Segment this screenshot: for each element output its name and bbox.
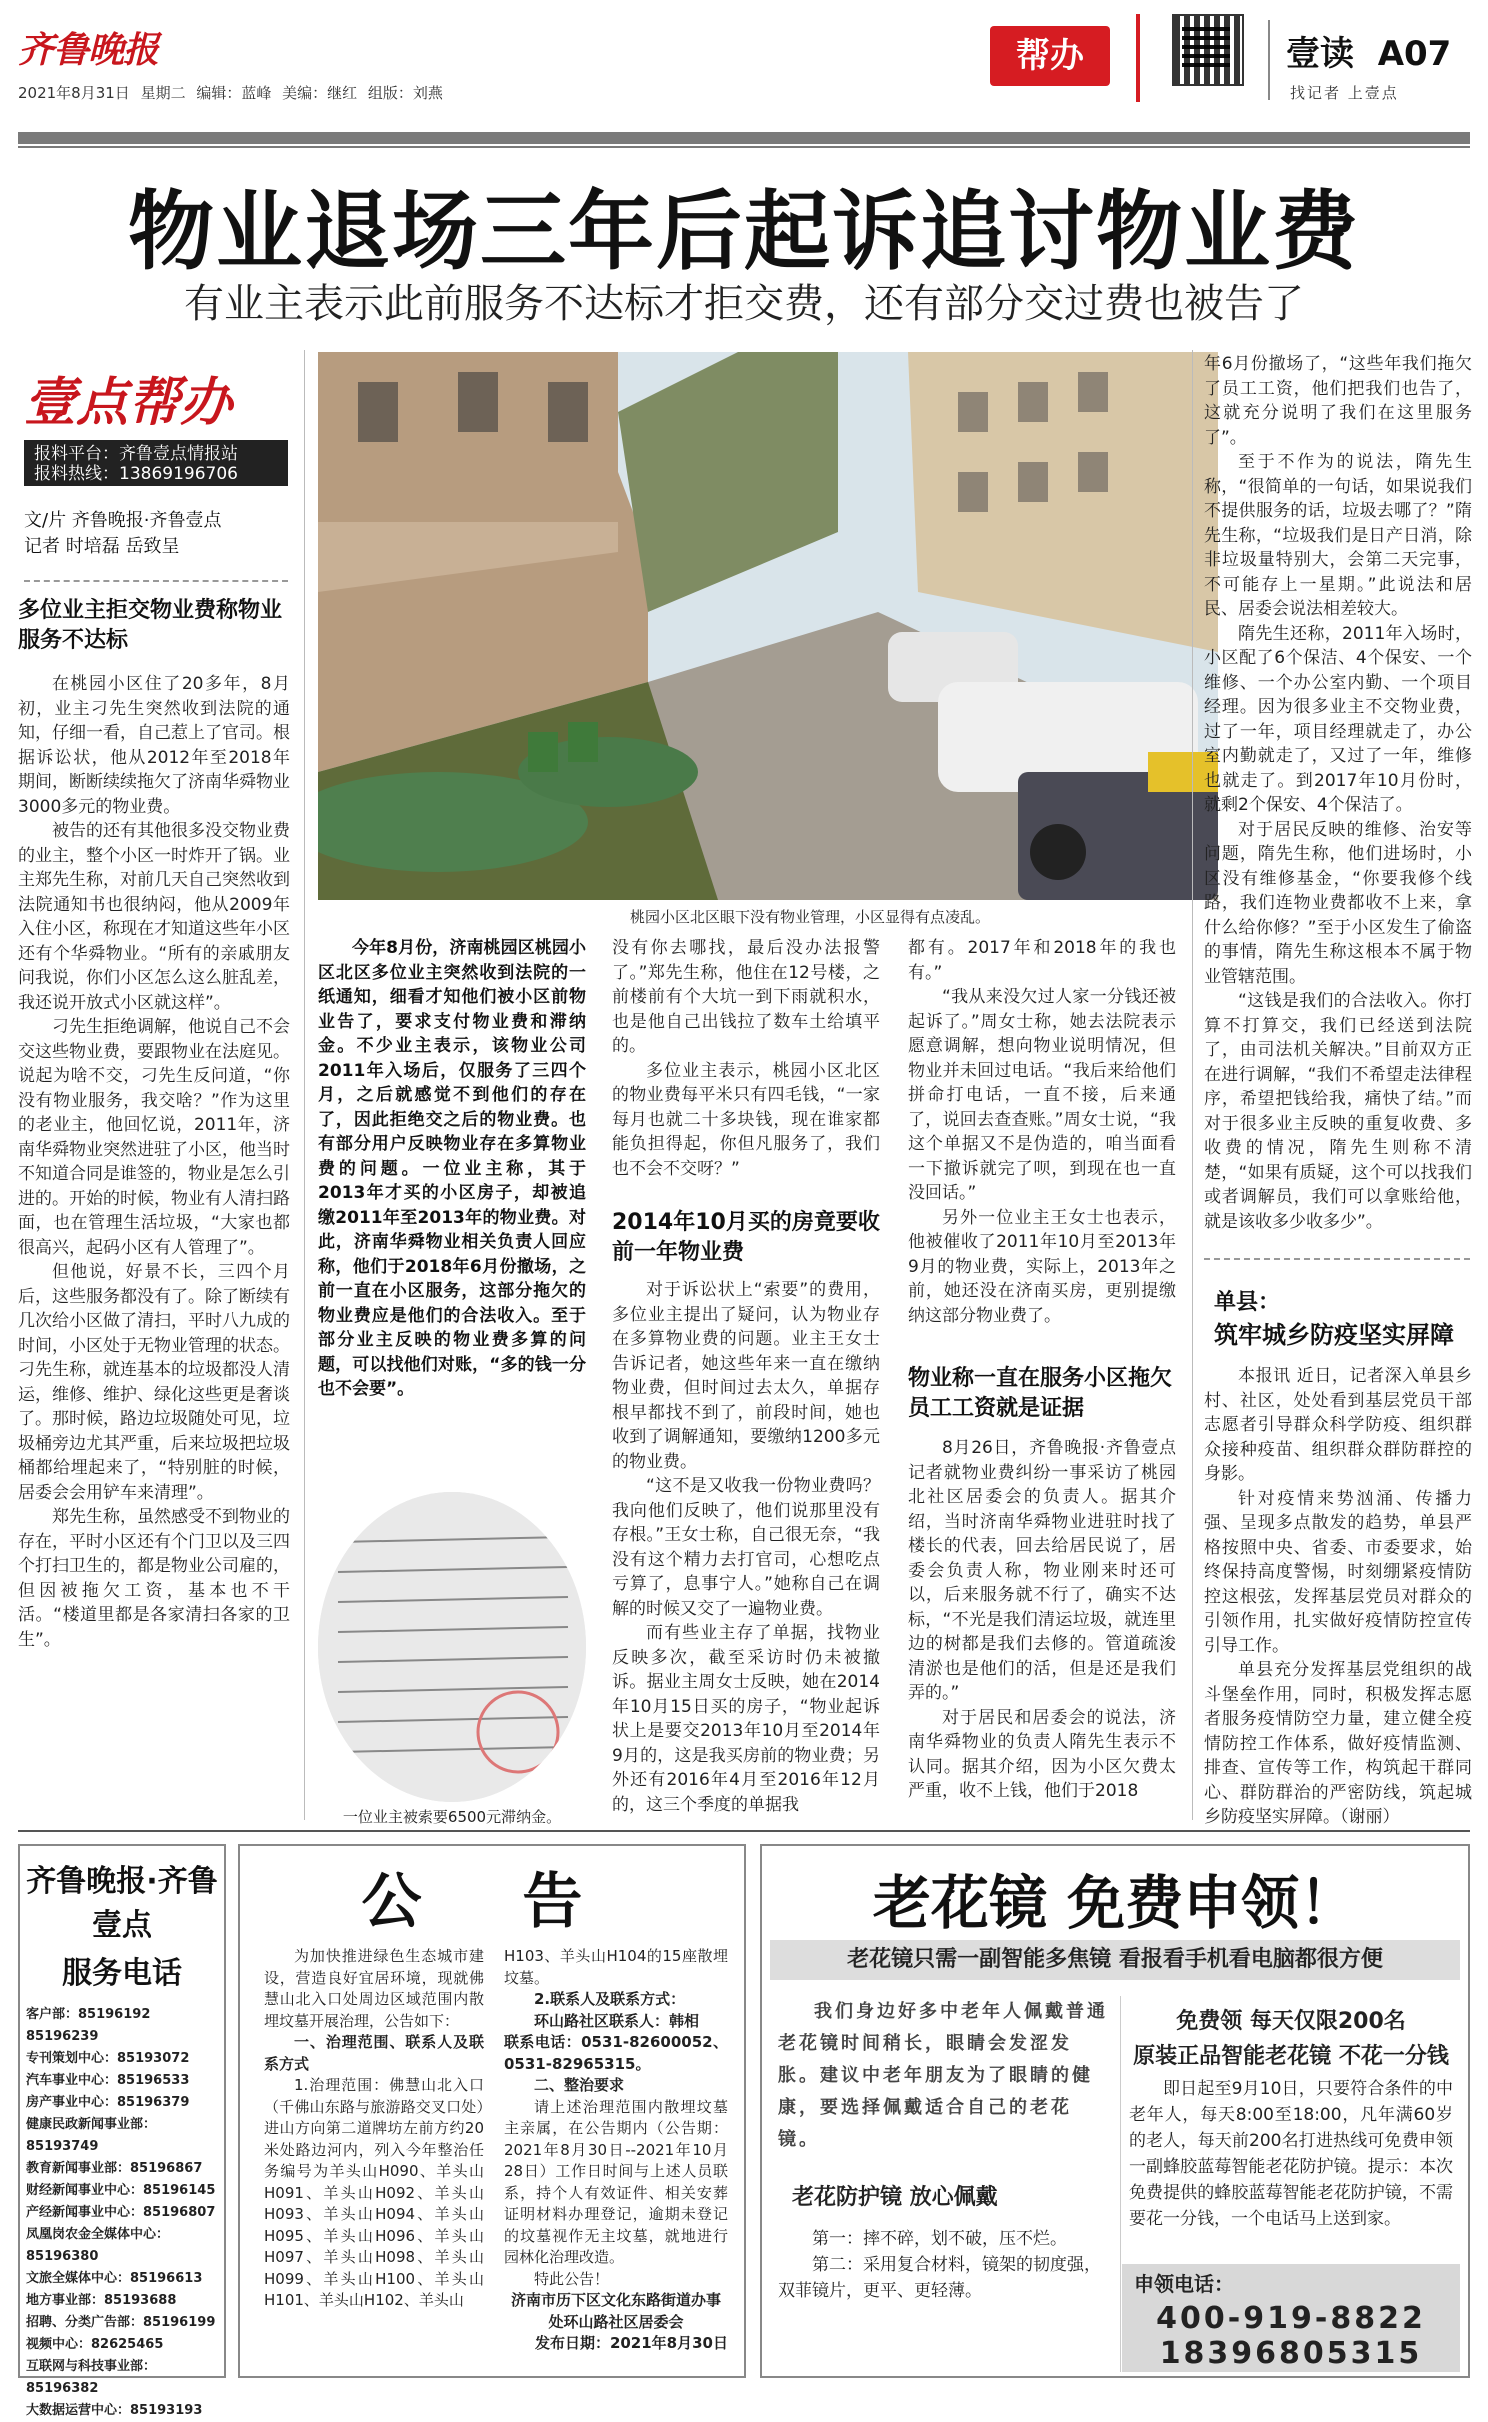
column-5-body: 年6月份撤场了，“这些年我们拖欠了员工工资，他们把我们也告了，这就充分说明了我们在这里服务了”。 至于不作为的说法，隋先生称，“很简单的一句话，如果说我们不提供服务的话，垃圾去哪了？”隋先生称，“垃圾我们是日产日消，除非垃圾量特别大，会第二天完事，不可能存上一星期。”此说法和居民、居委会说法相差较大。 隋先生还称，2011年入场时，小区配了6个保洁、4个保安、一个维修、一个办公室内勤、一个项目经理。因为很多业主不交物业费，过了一年，项目经理就走了，办公室内勤就走了，又过了一年，维修也就走了。到2017年10月份时，就剩2个保安、4个保洁了。 对于居民反映的维修、治安等问题，隋先生称，他们进场时，小区没有维修基金，“你要我修个线路，我们连物业费都收不上来，拿什么给你修？”至于小区发生了偷盗的事情，隋先生称这根本不属于物业管辖范围。 “这钱是我们的合法收入。你打算不打算交，我们已经送到法院了，由司法机关解决。”目前双方正在进行调解，“我们不希望走法律程序，希望把钱给我，痛快了结。”而对于很多业主反映的重复收费、多收费的情况，隋先生则称不清楚，“如果有质疑，这个可以找我们或者调解员，我们可以拿账给他，就是该收多少收多少”。 [1204,354,1472,1232]
ad-intro: 我们身边好多中老年人佩戴普通老花镜时间稍长，眼睛会发涩发胀。建议中老年朋友为了眼睛的健康，要选择佩戴适合自己的老花镜。 [778,2001,1108,2150]
article-subhead: 有业主表示此前服务不达标才拒交费，还有部分交过费也被告了 [184,281,1304,327]
section-rule [18,1830,1470,1832]
section-2-body: 对于诉讼状上“索要”的费用，多位业主提出了疑问，认为物业存在多算物业费的问题。业主王女士告诉记者，她这些年来一直在缴纳物业费，但时间过去太久，单据存根早都找不到了，前段时间，她也收到了调解通知，要缴纳1200多元的物业费。 “这不是又收我一份物业费吗？我向他们反映了，他们说那里没有存根。”王女士称，自己很无奈，“我没有这个精力去打官司，心想吃点亏算了，息事宁人。”她称自己在调解的时候又交了一遍物业费。 而有些业主存了单据，找物业反映多次，截至采访时仍未被撤诉。据业主周女士反映，她在2014年10月15日买的房子，“物业起诉状上是要交2013年10月至2014年9月的，这是我买房前的物业费；另外还有2016年4月至2016年12月的，这三个季度的单据我 [612,1280,880,1815]
document-caption: 一位业主被索要6500元滞纳金。 [342,1808,562,1826]
notice-title: 公 告 [361,1867,623,1937]
top-rule [18,132,1470,144]
column-3-body: 没有你去哪找，最后没办法报警了。”郑先生称，他住在12号楼，之前楼前有个大坑一到下雨就积水，也是他自己出钱拉了数车土给填平的。 多位业主表示，桃园小区北区的物业费每平米只有四毛钱，“一家每月也就二十多块钱，现在谁家都能负担得起，你但凡服务了，我们也不会不交呀？” [612,938,880,1179]
page-name: 壹读 A07 [1286,34,1452,74]
notice-col-2: H103、羊头山H104的15座散埋坟墓。 2.联系人及联系方式： 环山路社区联系人：韩相 联系电话：0531-82600052、0531-82965315。 二、整治要求 请上述治理范围内散埋坟墓主亲属，在公告期内（公告期：2021年8月30日--2021年10月28日）工作日时间与上述人员联系，持个人有效证件、相关安葬证明材料办理登记，逾期未登记的坟墓视作无主坟墓，就地进行园林化治理改造。 特此公告！ 济南市历下区文化东路街道办事处环山路社区居委会 发布日期：2021年8月30日 [504,1947,728,2352]
ad-phone-box [1122,2264,1460,2372]
glasses-ad [760,1844,1470,2378]
ad-details: 即日起至9月10日，只要符合条件的中老年人，每天8:00至18:00，凡年满60岁的老人，每天前200名打进热线可免费申领一副蜂胶蓝莓智能老花防护镜。提示：本次免费提供的蜂胶蓝莓智能老花防护镜，不需要花一分钱，一个电话马上送到家。 [1129,2079,1453,2229]
top-rule-thin [18,146,1470,148]
brief-title-1: 单县： [1214,1290,1281,1315]
header-divider [1268,20,1270,100]
newspaper-logo: 齐鲁晚报 [18,29,159,71]
section-3-body: 8月26日，齐鲁晚报·齐鲁壹点记者就物业费纠纷一事采访了桃园北社区居委会的负责人。据其介绍，当时济南华舜物业进驻时找了楼长的代表，回去给居民说了，居委会负责人称，物业刚来时还可以，后来服务就不行了，确实不达标，“不光是我们清运垃圾，就连里边的树都是我们去修的。管道疏浚清淤也是他们的活，但是还是我们弄的。” 对于居民和居委会的说法，济南华舜物业的负责人隋先生表示不认同。据其介绍，因为小区欠费太严重，收不上钱，他们于2018 [908,1438,1176,1801]
column-divider [304,350,305,1820]
ad-free-line-2: 原装正品智能老花镜 不花一分钱 [1133,2044,1449,2069]
page-slogan: 找记者 上壹点 [1290,84,1399,102]
column-4-body: 都有。2017年和2018年的我也有。” “我从来没欠过人家一分钱还被起诉了。”周女士称，她去法院表示愿意调解，想向物业说明情况，但物业并未回过电话。“我后来给他们拼命打电话，一直不接，后来通了，说回去查查账。”周女士说，“我这个单据又不是伪造的，咱当面看一下撤诉就完了呗，到现在也一直没回话。” 另外一位业主王女士也表示，他被催收了2011年10月至2013年9月的物业费，实际上，2013年之前，她还没在济南买房，更别提缴纳这部分物业费了。 [908,938,1176,1326]
section-title-1: 多位业主拒交物业费称物业服务不达标 [18,598,283,653]
contact-subtitle: 服务电话 [62,1956,182,1991]
notice-document-image [318,1492,586,1802]
byline: 文/片 齐鲁晚报·齐鲁壹点 记者 时培磊 岳致呈 [24,510,222,557]
ad-subtitle: 老花防护镜 放心佩戴 [792,2185,998,2210]
ad-phone-2: 18396805315 [1159,2336,1423,2371]
hotline-platform: 报料平台：齐鲁壹点情报站 [34,444,238,464]
notice-box [238,1844,746,2378]
section-1-body: 在桃园小区住了20多年，8月初，业主刁先生突然收到法院的通知，仔细一看，自己惹上了官司。根据诉讼状，他从2012年至2018年期间，断断续续拖欠了济南华舜物业3000多元的物业费。 被告的还有其他很多没交物业费的业主，整个小区一时炸开了锅。业主郑先生称，对前几天自己突然收到法院通知书也很纳闷，他从2009年入住小区，称现在才知道这些年小区还有个华舜物业。“所有的亲戚朋友问我说，你们小区怎么这么脏乱差，我还说开放式小区就这样”。 刁先生拒绝调解，他说自己不会交这些物业费，要跟物业在法庭见。说起为啥不交，刁先生反问道，“你没有物业服务，我交啥？”作为这里的老业主，他回忆说，2011年，济南华舜物业突然进驻了小区，他当时不知道合同是谁签的，物业是怎么引进的。开始的时候，物业有人清扫路面，也在管理生活垃圾，“大家也都很高兴，起码小区有人管理了”。 但他说，好景不长，三四个月后，这些服务都没有了。除了断续有几次给小区做了清扫，平时八九成的时间，小区处于无物业管理的状态。刁先生称，就连基本的垃圾都没人清运，维修、维护、绿化这些更是奢谈了。那时候，路边垃圾随处可见，垃圾桶旁边尤其严重，后来垃圾把垃圾桶都给埋起来了，“特别脏的时候，居委会会用铲车来清理”。 郑先生称，虽然感受不到物业的存在，平时小区还有个门卫以及三四个打扫卫生的，都是物业公司雇的，但因被拖欠工资，基本也不干活。“楼道里都是各家清扫各家的卫生”。 [18,674,290,1650]
street-photo-image [318,352,1218,900]
section-bracket [1136,14,1158,102]
ad-band: 老花镜只需一副智能多焦镜 看报看手机看电脑都很方便 [770,1940,1460,1980]
brief-body: 本报讯 近日，记者深入单县乡村、社区，处处看到基层党员干部志愿者引导群众科学防疫、组织群众接种疫苗、组织群众群防群控的身影。 针对疫情来势汹涌、传播力强、呈现多点散发的趋势，单县严格按照中央、省委、市委要求，始终保持高度警惕，时刻绷紧疫情防控这根弦，发挥基层党员对群众的引领作用，扎实做好疫情防控宣传引导工作。 单县充分发挥基层党组织的战斗堡垒作用，同时，积极发挥志愿者服务疫情防空力量，建立健全疫情防控工作体系，做好疫情监测、排查、宣传等工作，构筑起干群同心、群防群治的严密防线，筑起城乡防疫坚实屏障。（谢丽） [1204,1366,1472,1827]
notice-document-photo [318,1492,586,1802]
hotline-box [24,440,288,486]
ad-features: 第一：摔不碎，划不破，压不烂。 第二：采用复合材料，镜架的韧度强，双菲镜片，更平、更轻薄。 [778,2229,1101,2301]
qr-code-pattern [1182,24,1230,72]
ad-title: 老花镜 免费申领！ [872,1869,1358,1937]
ad-free-line-1: 免费领 每天仅限200名 [1176,2009,1406,2034]
street-photo [318,352,1218,900]
ad-phone-label: 申领电话： [1134,2272,1234,2296]
brief-divider [1204,1258,1470,1260]
hotline-number: 报料热线：13869196706 [34,464,238,484]
contact-title: 齐鲁晚报·齐鲁壹点 [26,1864,218,1943]
notice-col-1: 为加快推进绿色生态城市建设，营造良好宜居环境，现就佛慧山北入口处周边区域范围内散埋坟墓开展治理，公告如下： 一、治理范围、联系人及联系方式 1.治理范围：佛慧山北入口（千佛山东路与旅游路交叉口处）进山方向第二道牌坊左前方约20米处路边河内，列入今年整治任务编号为羊头山H090、羊头山H091、羊头山H092、羊头山H093、羊头山H094、羊头山H095、羊头山H096、羊头山H097、羊头山H098、羊头山H099、羊头山H100、羊头山H101、羊头山H102、羊头山 [264,1947,484,2309]
article-lead: 今年8月份，济南桃园区桃园小区北区多位业主突然收到法院的一纸通知，细看才知他们被小区前物业告了，要求支付物业费和滞纳金。不少业主表示，该物业公司2011年入场后，仅服务了三四个月，之后就感觉不到他们的存在了，因此拒绝交之后的物业费。也有部分用户反映物业存在多算物业费的问题。一位业主称，其于2013年才买的小区房子，却被追缴2011年至2013年的物业费。对此，济南华舜物业相关负责人回应称，他们于2018年6月份撤场，之前一直在小区服务，这部分拖欠的物业费应是他们的合法收入。至于部分业主反映的物业费多算的问题，可以找他们对账，“多的钱一分也不会要”。 [318,938,586,1399]
divider [24,580,288,582]
brand-logo: 壹点帮办 [24,373,233,433]
section-badge: 帮办 [990,26,1110,86]
contact-list: 客户部：85196192 85196239 专刊策划中心：85193072 汽车事业中心：85196533 房产事业中心：85196379 健康民政新闻事业部：85193749 教育新闻事业部：85196867 财经新闻事业中心：85196145 产经新闻事业中心：85196807 凤凰岗农金全媒体中心：85196380 文旅全媒体中心：85196613 地方事业部：85193688 招聘、分类广告部：85196199 视频中心：82625465 互联网与科技事业部：85196382 大数据运营中心：85193193 [26,2007,216,2418]
ad-phone-1: 400-919-8822 [1156,2301,1426,2336]
photo-caption: 桃园小区北区眼下没有物业管理，小区显得有点凌乱。 [630,908,991,926]
contact-box [18,1844,226,2418]
article-headline: 物业退场三年后起诉追讨物业费 [128,181,1360,282]
section-title-2: 2014年10月买的房竟要收前一年物业费 [612,1210,880,1265]
date-line: 2021年8月31日 星期二 编辑：蓝峰 美编：继红 组版：刘燕 [18,84,443,102]
brief-title-2: 筑牢城乡防疫坚实屏障 [1214,1321,1454,1349]
column-divider-right [1192,350,1193,1820]
section-title-3: 物业称一直在服务小区拖欠员工工资就是证据 [908,1366,1173,1421]
